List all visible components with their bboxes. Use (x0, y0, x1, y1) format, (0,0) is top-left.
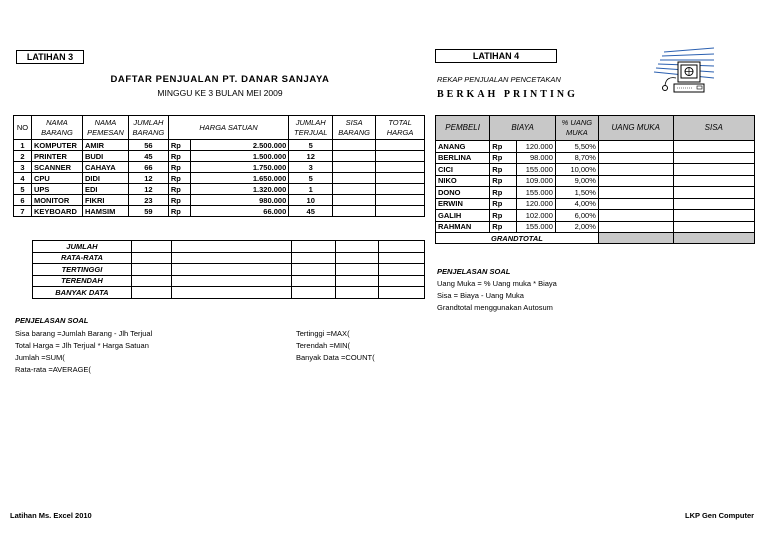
cell-uang-muka (598, 152, 673, 164)
cell-rp: Rp (168, 173, 190, 184)
summary-cell (171, 241, 292, 253)
col-pembeli: PEMBELI (436, 116, 490, 141)
col-sisa-barang: SISA BARANG (333, 116, 376, 140)
cell-biaya: 120.000 (517, 198, 555, 210)
note-line: Tertinggi =MAX( (296, 329, 350, 338)
right-notes (437, 278, 557, 314)
cell-uang-muka (598, 141, 673, 153)
cell-sisa-barang (333, 184, 376, 195)
cell-persen: 8,70% (555, 152, 598, 164)
col-total-harga: TOTAL HARGA (376, 116, 425, 140)
summary-cell (379, 275, 425, 287)
cell-rp: Rp (490, 187, 517, 199)
cell-rp: Rp (168, 162, 190, 173)
cell-no: 3 (14, 162, 32, 173)
cell-rp: Rp (490, 210, 517, 222)
cell-sisa-barang (333, 151, 376, 162)
cell-nama-barang: KEYBOARD (31, 206, 82, 217)
table-row (14, 195, 425, 206)
cell-jumlah-barang: 56 (128, 140, 168, 151)
cell-sisa (673, 175, 754, 187)
summary-row (33, 275, 425, 287)
left-notes-title: PENJELASAN SOAL (15, 316, 89, 325)
cell-biaya: 98.000 (517, 152, 555, 164)
note-line: Terendah =MIN( (296, 341, 350, 350)
cell-nama-pemesan: EDI (82, 184, 128, 195)
summary-cell (379, 241, 425, 253)
table-row (436, 198, 755, 210)
col-no: NO (14, 116, 32, 140)
cell-jumlah-terjual: 45 (289, 206, 333, 217)
summary-cell (131, 241, 171, 253)
cell-pembeli: ANANG (436, 141, 490, 153)
grandtotal-sisa (673, 233, 754, 244)
note-line: Jumlah =SUM( (15, 353, 65, 362)
cell-sisa-barang (333, 162, 376, 173)
note-line: Rata-rata =AVERAGE( (15, 365, 91, 374)
cell-persen: 2,00% (555, 221, 598, 233)
grandtotal-uang-muka (598, 233, 673, 244)
cell-pembeli: ERWIN (436, 198, 490, 210)
cell-harga-satuan: 2.500.000 (190, 140, 288, 151)
cell-total-harga (376, 140, 425, 151)
note-line: Total Harga = Jlh Terjual * Harga Satuan (15, 341, 149, 350)
cell-biaya: 120.000 (517, 141, 555, 153)
cell-persen: 9,00% (555, 175, 598, 187)
summary-cell (292, 241, 336, 253)
rekap-table (435, 115, 755, 244)
cell-nama-barang: MONITOR (31, 195, 82, 206)
table-row (436, 141, 755, 153)
col-uang-muka: UANG MUKA (598, 116, 673, 141)
cell-pembeli: GALIH (436, 210, 490, 222)
cell-sisa (673, 164, 754, 176)
summary-cell (171, 275, 292, 287)
cell-no: 1 (14, 140, 32, 151)
cell-jumlah-terjual: 5 (289, 173, 333, 184)
summary-cell (336, 287, 379, 299)
col-jumlah-barang: JUMLAH BARANG (128, 116, 168, 140)
grandtotal-row (436, 233, 755, 244)
note-line: Sisa barang =Jumlah Barang - Jlh Terjual (15, 329, 153, 338)
table-row (14, 140, 425, 151)
cell-uang-muka (598, 164, 673, 176)
cell-nama-barang: UPS (31, 184, 82, 195)
cell-harga-satuan: 1.650.000 (190, 173, 288, 184)
summary-row (33, 287, 425, 299)
note-line: Uang Muka = % Uang muka * Biaya (437, 279, 557, 288)
cell-jumlah-terjual: 3 (289, 162, 333, 173)
cell-no: 4 (14, 173, 32, 184)
cell-nama-pemesan: CAHAYA (82, 162, 128, 173)
cell-uang-muka (598, 210, 673, 222)
cell-nama-pemesan: BUDI (82, 151, 128, 162)
latihan-4-label: LATIHAN 4 (435, 49, 557, 63)
cell-sisa-barang (333, 195, 376, 206)
computer-icon (648, 46, 714, 102)
cell-rp: Rp (168, 140, 190, 151)
cell-biaya: 102.000 (517, 210, 555, 222)
cell-jumlah-terjual: 5 (289, 140, 333, 151)
cell-nama-pemesan: DIDI (82, 173, 128, 184)
table-row (14, 151, 425, 162)
summary-cell (171, 264, 292, 276)
cell-sisa (673, 187, 754, 199)
right-notes-title: PENJELASAN SOAL (437, 267, 511, 276)
left-notes-right (296, 328, 375, 364)
right-company: BERKAH PRINTING (437, 89, 578, 100)
cell-nama-pemesan: HAMSIM (82, 206, 128, 217)
cell-rp: Rp (490, 175, 517, 187)
summary-cell (336, 264, 379, 276)
cell-jumlah-terjual: 12 (289, 151, 333, 162)
cell-nama-barang: SCANNER (31, 162, 82, 173)
summary-label: RATA-RATA (33, 252, 132, 264)
cell-sisa-barang (333, 206, 376, 217)
col-nama-barang: NAMA BARANG (31, 116, 82, 140)
cell-harga-satuan: 1.500.000 (190, 151, 288, 162)
cell-sisa-barang (333, 173, 376, 184)
cell-persen: 10,00% (555, 164, 598, 176)
summary-label: JUMLAH (33, 241, 132, 253)
cell-jumlah-barang: 12 (128, 173, 168, 184)
cell-total-harga (376, 151, 425, 162)
cell-sisa (673, 141, 754, 153)
summary-cell (171, 252, 292, 264)
summary-cell (292, 252, 336, 264)
cell-total-harga (376, 162, 425, 173)
cell-rp: Rp (490, 221, 517, 233)
cell-biaya: 109.000 (517, 175, 555, 187)
summary-row (33, 241, 425, 253)
cell-nama-pemesan: AMIR (82, 140, 128, 151)
note-line: Sisa = Biaya - Uang Muka (437, 291, 524, 300)
summary-cell (131, 264, 171, 276)
cell-pembeli: DONO (436, 187, 490, 199)
cell-harga-satuan: 1.750.000 (190, 162, 288, 173)
summary-cell (131, 287, 171, 299)
cell-nama-barang: KOMPUTER (31, 140, 82, 151)
summary-row (33, 264, 425, 276)
table-row (436, 152, 755, 164)
cell-rp: Rp (168, 184, 190, 195)
summary-cell (379, 264, 425, 276)
sales-table (13, 115, 425, 217)
cell-persen: 1,50% (555, 187, 598, 199)
cell-jumlah-terjual: 10 (289, 195, 333, 206)
summary-cell (336, 241, 379, 253)
summary-cell (292, 264, 336, 276)
col-harga-satuan: HARGA SATUAN (168, 116, 288, 140)
note-line: Grandtotal menggunakan Autosum (437, 303, 553, 312)
cell-pembeli: RAHMAN (436, 221, 490, 233)
cell-jumlah-barang: 45 (128, 151, 168, 162)
table-row (436, 221, 755, 233)
cell-harga-satuan: 66.000 (190, 206, 288, 217)
cell-no: 7 (14, 206, 32, 217)
summary-cell (171, 287, 292, 299)
cell-no: 6 (14, 195, 32, 206)
left-title: DAFTAR PENJUALAN PT. DANAR SANJAYA (110, 74, 330, 85)
summary-row (33, 252, 425, 264)
cell-rp: Rp (490, 198, 517, 210)
left-subtitle: MINGGU KE 3 BULAN MEI 2009 (157, 88, 283, 98)
cell-jumlah-terjual: 1 (289, 184, 333, 195)
cell-uang-muka (598, 187, 673, 199)
right-heading: REKAP PENJUALAN PENCETAKAN (437, 75, 561, 84)
cell-rp: Rp (490, 164, 517, 176)
table-row (436, 175, 755, 187)
col-persen-uang-muka: % UANG MUKA (555, 116, 598, 141)
cell-total-harga (376, 184, 425, 195)
cell-uang-muka (598, 175, 673, 187)
table-row (14, 206, 425, 217)
summary-cell (379, 252, 425, 264)
summary-label: TERENDAH (33, 275, 132, 287)
table-row (14, 184, 425, 195)
col-sisa: SISA (673, 116, 754, 141)
cell-no: 2 (14, 151, 32, 162)
cell-no: 5 (14, 184, 32, 195)
cell-jumlah-barang: 23 (128, 195, 168, 206)
latihan-3-label: LATIHAN 3 (16, 50, 84, 64)
cell-total-harga (376, 195, 425, 206)
table-row (436, 210, 755, 222)
cell-biaya: 155.000 (517, 164, 555, 176)
cell-persen: 5,50% (555, 141, 598, 153)
cell-biaya: 155.000 (517, 187, 555, 199)
cell-total-harga (376, 206, 425, 217)
summary-label: BANYAK DATA (33, 287, 132, 299)
cell-persen: 6,00% (555, 210, 598, 222)
col-jumlah-terjual: JUMLAH TERJUAL (289, 116, 333, 140)
left-notes (15, 328, 152, 376)
cell-pembeli: CICI (436, 164, 490, 176)
table-row (436, 164, 755, 176)
summary-cell (379, 287, 425, 299)
cell-nama-barang: CPU (31, 173, 82, 184)
col-biaya: BIAYA (490, 116, 556, 141)
cell-pembeli: BERLINA (436, 152, 490, 164)
cell-jumlah-barang: 59 (128, 206, 168, 217)
summary-cell (131, 275, 171, 287)
cell-pembeli: NIKO (436, 175, 490, 187)
table-row (436, 187, 755, 199)
cell-jumlah-barang: 12 (128, 184, 168, 195)
cell-uang-muka (598, 198, 673, 210)
table-row (14, 173, 425, 184)
cell-nama-pemesan: FIKRI (82, 195, 128, 206)
summary-cell (336, 275, 379, 287)
cell-persen: 4,00% (555, 198, 598, 210)
cell-sisa-barang (333, 140, 376, 151)
cell-total-harga (376, 173, 425, 184)
grandtotal-label: GRANDTOTAL (436, 233, 599, 244)
cell-nama-barang: PRINTER (31, 151, 82, 162)
col-nama-pemesan: NAMA PEMESAN (82, 116, 128, 140)
summary-table (32, 240, 425, 299)
cell-sisa (673, 210, 754, 222)
footer-left: Latihan Ms. Excel 2010 (10, 511, 92, 520)
table-row (14, 162, 425, 173)
cell-jumlah-barang: 66 (128, 162, 168, 173)
cell-rp: Rp (168, 195, 190, 206)
cell-harga-satuan: 1.320.000 (190, 184, 288, 195)
cell-sisa (673, 221, 754, 233)
cell-rp: Rp (168, 151, 190, 162)
cell-rp: Rp (168, 206, 190, 217)
cell-rp: Rp (490, 141, 517, 153)
cell-rp: Rp (490, 152, 517, 164)
footer-right: LKP Gen Computer (685, 511, 755, 520)
summary-cell (336, 252, 379, 264)
note-line: Banyak Data =COUNT( (296, 353, 375, 362)
summary-cell (131, 252, 171, 264)
cell-sisa (673, 198, 754, 210)
rekap-header-row (436, 116, 755, 141)
cell-biaya: 155.000 (517, 221, 555, 233)
summary-cell (292, 275, 336, 287)
summary-cell (292, 287, 336, 299)
cell-harga-satuan: 980.000 (190, 195, 288, 206)
sales-header-row (14, 116, 425, 140)
cell-uang-muka (598, 221, 673, 233)
cell-sisa (673, 152, 754, 164)
summary-label: TERTINGGI (33, 264, 132, 276)
